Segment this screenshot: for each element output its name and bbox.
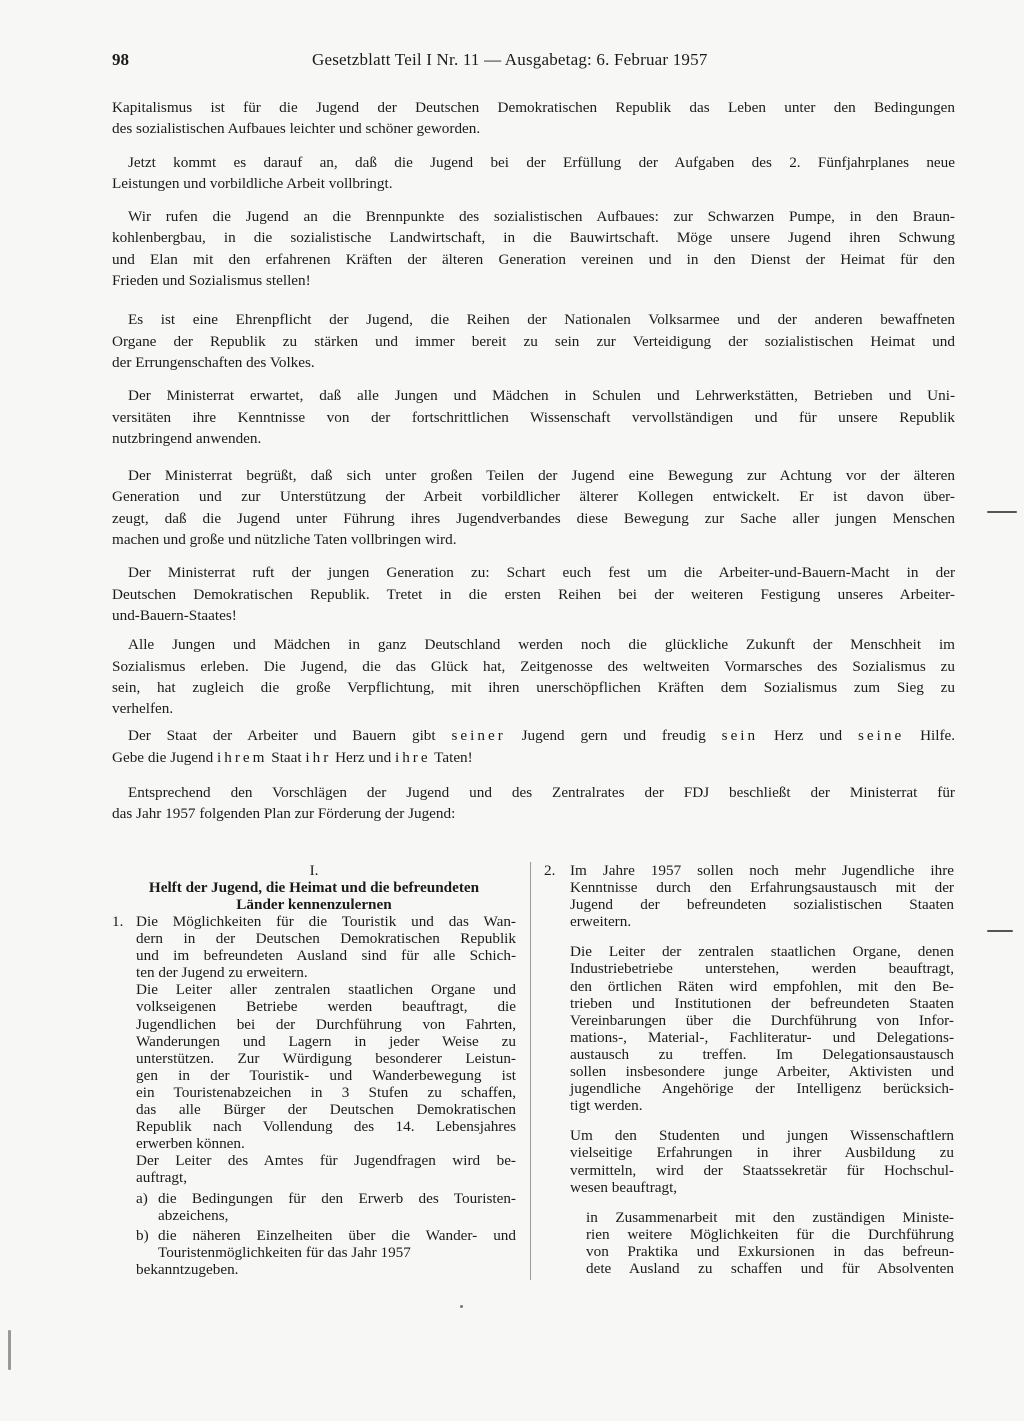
section-title: Helft der Jugend, die Heimat und die befreundeten	[148, 879, 480, 896]
running-header-title: Gesetzblatt Teil I Nr. 11 — Ausgabetag: 6. Februar 1957	[312, 50, 708, 69]
text-line: nutzbringend anwenden.	[112, 429, 262, 447]
text-line: zeugt, daß die Jugend unter Führung ihres Jugendverbandes diese Bewegung zur Sache aller jungen Menschen	[112, 509, 955, 527]
section-number: I.	[309, 862, 319, 879]
text-line: und-Bauern-Staates!	[112, 606, 237, 624]
text-line: Industriebetriebe unterstehen, werden beauftragt,	[570, 960, 954, 978]
paragraph	[112, 152, 955, 195]
text-line: wesen beauftragt,	[570, 1178, 678, 1196]
text-line: und im befreundeten Ausland sind für alle Schich-	[136, 947, 516, 965]
text-line: Jugendlichen bei der Durchführung von Fahrten,	[136, 1015, 516, 1033]
paragraph	[112, 206, 955, 291]
text-line: vermitteln, wird der Staatssekretär für Hochschul-	[570, 1161, 954, 1179]
text-line: Im Jahre 1957 sollen noch mehr Jugendliche ihre	[570, 862, 954, 879]
paragraph	[112, 465, 955, 550]
text-line: Um den Studenten und jungen Wissenschaftlern	[570, 1127, 954, 1145]
left-column	[112, 862, 516, 1278]
list-item-1	[112, 913, 516, 1278]
text-line: ein Touristenabzeichen in 3 Stufen zu schaffen,	[136, 1083, 516, 1101]
paragraph	[112, 385, 955, 449]
text-line: Vereinbarungen über die Durchführung von Infor-	[570, 1011, 954, 1029]
text-line: austausch zu treffen. Im Delegationsaustausch	[570, 1045, 954, 1063]
paragraph	[112, 562, 955, 626]
text-line: kohlenbergbau, in die sozialistische Landwirtschaft, in die Bauwirtschaft. Möge unsere Jugend ihren Schwung	[112, 229, 955, 247]
page-header	[112, 50, 955, 74]
text-line: sein, hat zugleich die große Verpflichtung, mit ihren unerschöpflichen Kräften dem Sozialismus zum Sieg zu	[112, 678, 955, 696]
text-line: Republik nach Vollendung des 14. Lebensjahres	[136, 1118, 516, 1136]
text-line: Frieden und Sozialismus stellen!	[112, 272, 311, 290]
text-line: dete Ausland zu schaffen und für Absolventen	[586, 1259, 954, 1277]
text-line: verhelfen.	[112, 700, 174, 718]
text-line: erweitern.	[570, 913, 632, 931]
text-line: Leistungen und vorbildliche Arbeit vollbringt.	[112, 174, 393, 192]
text-line: mations-, Material-, Fachliteratur- und Delegations-	[570, 1028, 954, 1046]
text-line: Jetzt kommt es darauf an, daß die Jugend bei der Erfüllung der Aufgaben des 2. Fünfjahrplanes neue	[128, 153, 955, 171]
paragraph	[112, 309, 955, 373]
text-line: das alle Bürger der Deutschen Demokratischen	[136, 1101, 516, 1119]
text-line: die Bedingungen für den Erwerb des Touristen-	[158, 1189, 516, 1207]
text-line: rien weitere Möglichkeiten für die Durchführung	[586, 1225, 954, 1243]
text-line: von Praktika und Exkursionen in das befreun-	[586, 1242, 954, 1260]
text-line: volkseigenen Betriebe werden beauftragt, die	[136, 998, 516, 1016]
paragraph	[570, 1127, 954, 1195]
text-line: Entsprechend den Vorschlägen der Jugend und des Zentralrates der FDJ beschließt der Ministerrat für	[128, 784, 955, 802]
text-line: die näheren Einzelheiten über die Wander- und	[158, 1226, 516, 1244]
text-line: Wanderungen und Lagern in jeder Weise zu	[136, 1032, 516, 1050]
text-line: Der Ministerrat begrüßt, daß sich unter großen Teilen der Jugend eine Bewegung zur Achtung vor der älteren	[128, 467, 955, 485]
text-line: Sozialismus erleben. Die Jugend, die das Glück hat, Zeitgenosse des weltweiten Vormarsches des Sozialismus zu	[112, 657, 955, 675]
text-line: machen und große und nützliche Taten vollbringen wird.	[112, 531, 457, 549]
paragraph	[112, 725, 955, 768]
text-line: versitäten ihre Kenntnisse von der fortschrittlichen Wissenschaft vervollständigen und für unsere Republik	[112, 408, 955, 426]
text-line: auftragt,	[136, 1169, 188, 1187]
text-line: in Zusammenarbeit mit den zuständigen Ministe-	[586, 1208, 954, 1226]
sub-item-a	[136, 1190, 516, 1224]
text-line: tigt werden.	[570, 1097, 643, 1115]
text-line: der Errungenschaften des Volkes.	[112, 353, 315, 371]
text-line: Touristenmöglichkeiten für das Jahr 1957	[158, 1243, 411, 1261]
paragraph	[112, 634, 955, 719]
text-line: Kenntnisse durch den Erfahrungsaustausch mit der	[570, 879, 954, 897]
page-number: 98	[112, 50, 129, 69]
sub-item-b	[136, 1227, 516, 1261]
paragraph	[570, 943, 954, 1114]
list-item-2	[544, 862, 954, 1277]
text-line: abzeichens,	[158, 1206, 229, 1224]
text-line: dern in der Deutschen Demokratischen Republik	[136, 930, 516, 948]
text-line: Die Leiter der zentralen staatlichen Organe, denen	[570, 943, 954, 961]
scan-speck	[460, 1305, 463, 1308]
text-line: ten der Jugend zu erweitern.	[136, 964, 308, 982]
text-line: Jugend der befreundeten sozialistischen Staaten	[570, 896, 954, 914]
scan-speck	[8, 1330, 11, 1370]
text-line: Alle Jungen und Mädchen in ganz Deutschland werden noch die glückliche Zukunft der Menschheit im	[128, 636, 955, 654]
main-text	[112, 97, 955, 825]
text-line: sollen insbesondere junge Arbeiter, Aktivisten und	[570, 1063, 954, 1081]
text-line: bekanntzugeben.	[136, 1260, 239, 1278]
paragraph	[570, 1209, 954, 1277]
text-line: Der Staat der Arbeiter und Bauern gibt seiner Jugend gern und freudig sein Herz und seine Hilfe.	[128, 727, 956, 745]
paragraph	[112, 782, 955, 825]
column-divider	[530, 862, 531, 1280]
right-column	[544, 862, 954, 1277]
text-line: vielseitige Erfahrungen in ihrer Ausbildung zu	[570, 1144, 954, 1162]
text-line: jugendliche Angehörige der Intelligenz berücksich-	[570, 1080, 954, 1098]
text-line: das Jahr 1957 folgenden Plan zur Förderung der Jugend:	[112, 805, 456, 823]
text-line: und Elan mit den erfahrenen Kräften der älteren Generation vereinen und in den Dienst der Heimat für den	[112, 250, 955, 268]
text-line: Der Leiter des Amtes für Jugendfragen wird be-	[136, 1152, 516, 1170]
scan-speck	[987, 511, 1017, 513]
text-line: Generation und zur Unterstützung der Arbeit vorbildlicher älterer Kollegen entwickelt. Er ist davon über-	[112, 488, 955, 506]
sub-item-label: b)	[136, 1226, 149, 1244]
text-line: Kapitalismus ist für die Jugend der Deutschen Demokratischen Republik das Leben unter den Bedingungen	[112, 99, 955, 116]
text-line: den örtlichen Räten wird empfohlen, mit den Be-	[570, 977, 954, 995]
text-line: Der Ministerrat ruft der jungen Generation zu: Schart euch fest um die Arbeiter-und-Bauern-Macht in der	[128, 564, 955, 582]
text-line: Der Ministerrat erwartet, daß alle Jungen und Mädchen in Schulen und Lehrwerkstätten, Betrieben und Uni-	[128, 387, 955, 405]
list-number: 1.	[112, 913, 124, 930]
sub-item-label: a)	[136, 1189, 148, 1207]
section-title: Länder kennenzulernen	[236, 896, 392, 913]
scan-speck	[987, 930, 1013, 932]
text-line: Organe der Republik zu stärken und immer bereit zu sein zur Verteidigung der sozialistischen Heimat und	[112, 332, 955, 350]
text-line: unterstützen. Zur Würdigung besonderer Leistun-	[136, 1049, 516, 1067]
text-line: erwerben können.	[136, 1135, 245, 1153]
paragraph	[112, 97, 955, 140]
text-line: gen in der Touristik- und Wanderbewegung ist	[136, 1066, 516, 1084]
list-number: 2.	[544, 862, 556, 879]
text-line: Es ist eine Ehrenpflicht der Jugend, die Reihen der Nationalen Volksarmee und der anderen bewaffneten	[128, 311, 955, 329]
text-line: Die Leiter aller zentralen staatlichen Organe und	[136, 981, 516, 999]
text-line: des sozialistischen Aufbaues leichter und schöner geworden.	[112, 120, 481, 138]
text-line: Deutschen Demokratischen Republik. Tretet in die ersten Reihen bei der weiteren Festigung unseres Arbeiter-	[112, 585, 955, 603]
text-line: Gebe die Jugend ihrem Staat ihr Herz und ihre Taten!	[112, 748, 473, 766]
text-line: Die Möglichkeiten für die Touristik und das Wan-	[136, 913, 516, 930]
text-line: Wir rufen die Jugend an die Brennpunkte des sozialistischen Aufbaues: zur Schwarzen Pumpe, in den Braun-	[128, 208, 955, 226]
text-line: trieben und Institutionen der befreundeten Staaten	[570, 994, 954, 1012]
